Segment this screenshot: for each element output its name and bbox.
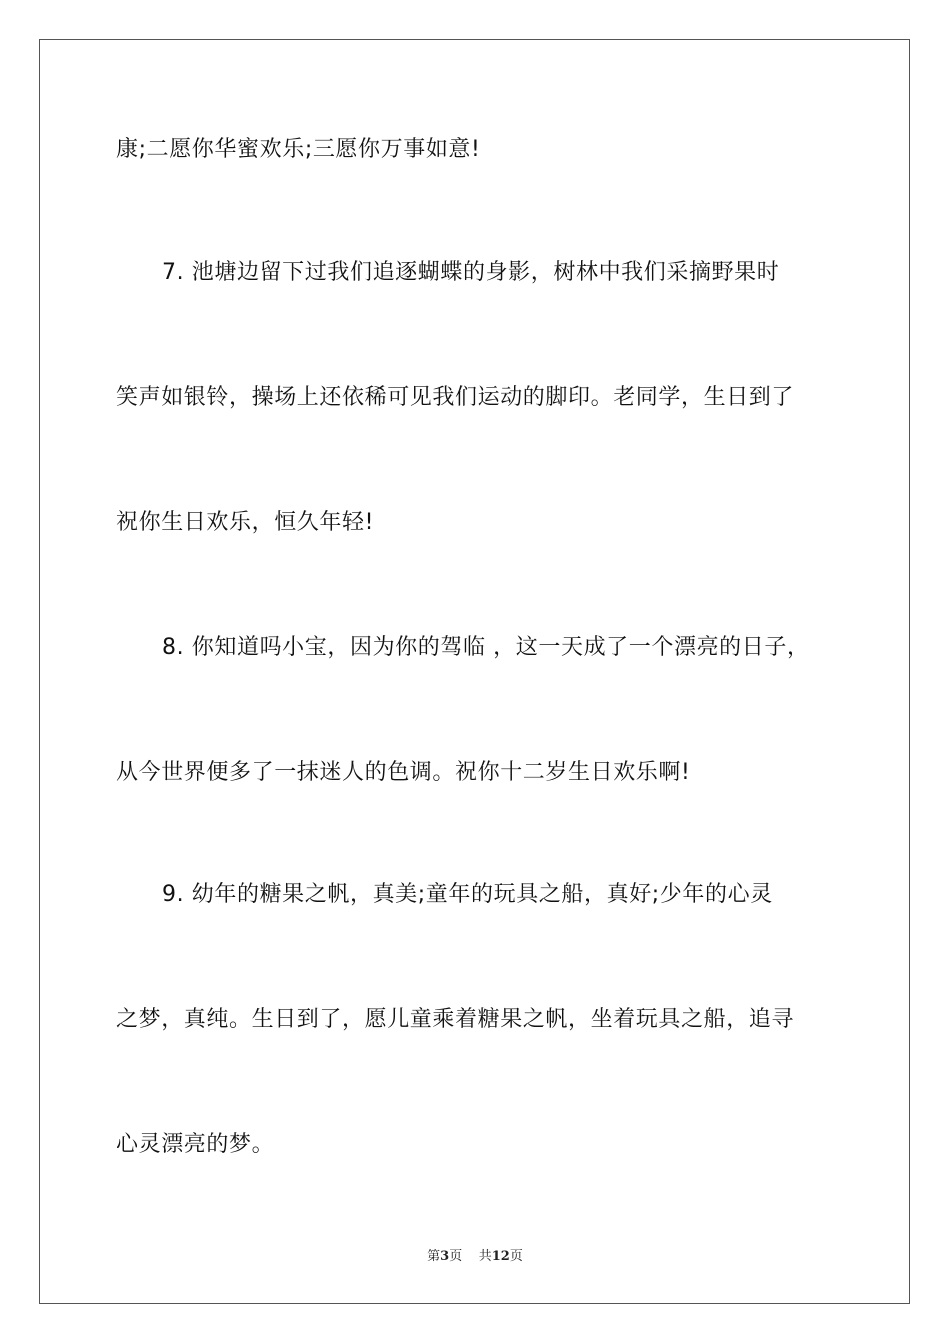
text-line-9: 心灵漂亮的梦。	[116, 1132, 275, 1157]
text-line-5: 8. 你知道吗小宝，因为你的驾临 ，这一天成了一个漂亮的日子，	[162, 635, 810, 660]
footer-page-suffix: 页	[449, 1249, 463, 1264]
text-line-8: 之梦，真纯。生日到了，愿儿童乘着糖果之帆，坐着玩具之船，追寻	[116, 1007, 795, 1032]
footer-total-pages: 12	[491, 1249, 510, 1264]
page-footer	[0, 1248, 950, 1266]
text-line-2: 7. 池塘边留下过我们追逐蝴蝶的身影，树林中我们采摘野果时	[162, 260, 780, 285]
page-border	[39, 39, 910, 1304]
footer-page-prefix: 第	[427, 1249, 441, 1264]
text-line-3: 笑声如银铃，操场上还依稀可见我们运动的脚印。老同学，生日到了	[116, 385, 795, 410]
footer-total-suffix: 页	[509, 1249, 523, 1264]
text-line-4: 祝你生日欢乐，恒久年轻!	[116, 510, 375, 535]
footer-total-prefix: 共	[478, 1249, 492, 1264]
text-line-6: 从今世界便多了一抹迷人的色调。祝你十二岁生日欢乐啊!	[116, 760, 691, 785]
text-line-1: 康;二愿你华蜜欢乐;三愿你万事如意!	[116, 137, 481, 162]
footer-page-number: 3	[440, 1249, 450, 1264]
text-line-7: 9. 幼年的糖果之帆，真美;童年的玩具之船，真好;少年的心灵	[162, 882, 773, 907]
